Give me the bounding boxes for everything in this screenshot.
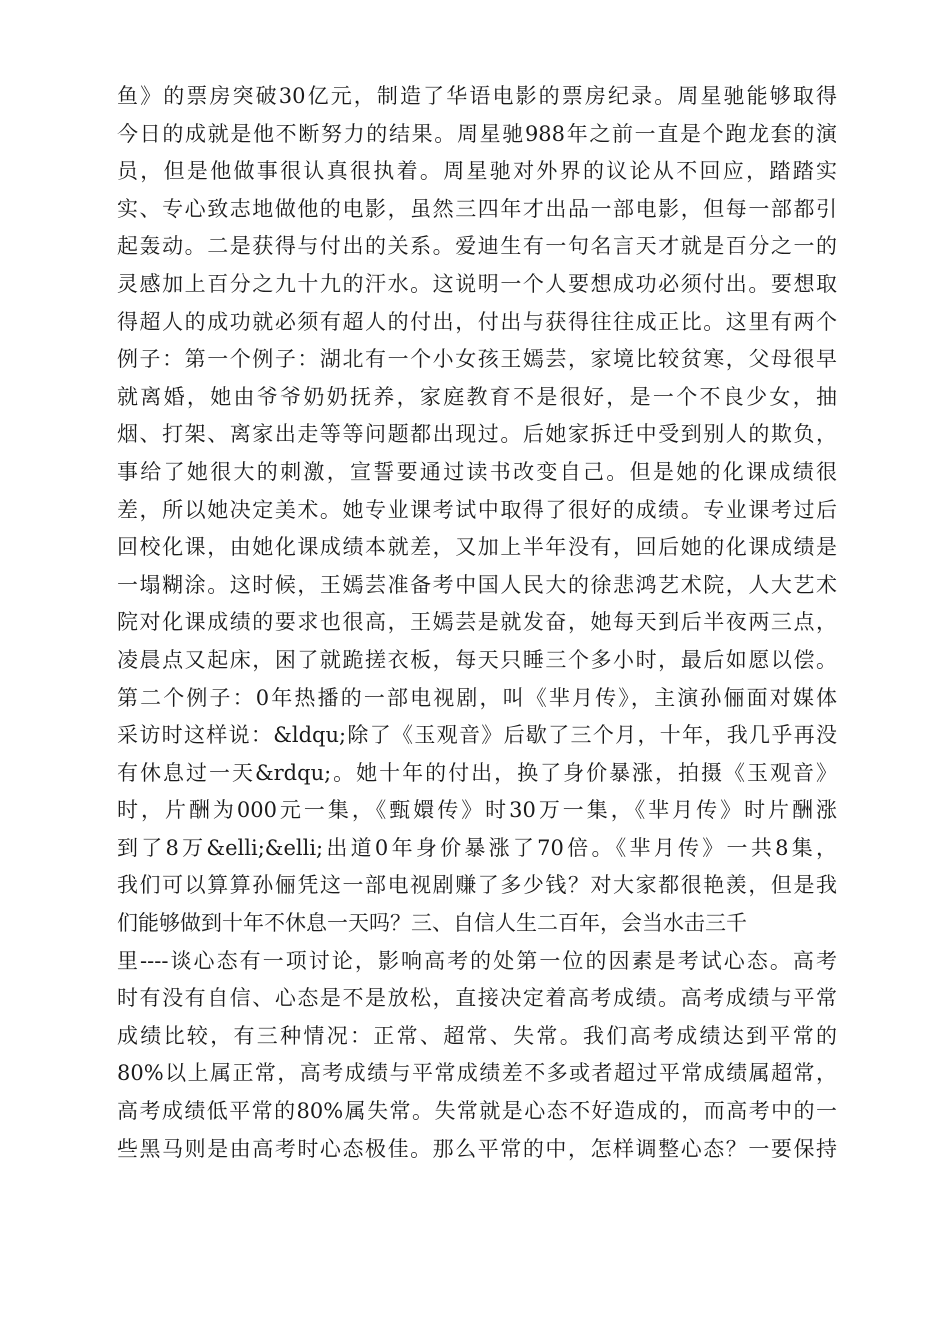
text-line: 80%以上属正常，高考成绩与平常成绩差不多或者超过平常成绩属超常，: [117, 1061, 837, 1086]
text-line: 到了8万&elli;&elli;出道0年身价暴涨了70倍。《芈月传》一共8集，: [117, 835, 837, 860]
text-line: 差，所以她决定美术。她专业课考试中取得了很好的成绩。专业课考过后: [117, 497, 837, 522]
text-line: 员，但是他做事很认真很执着。周星驰对外界的议论从不回应，踏踏实: [117, 159, 837, 184]
text-line: 一塌糊涂。这时候，王嫣芸准备考中国人民大的徐悲鸿艺术院，人大艺术: [117, 572, 837, 597]
text-line: 得超人的成功就必须有超人的付出，付出与获得往往成正比。这里有两个: [117, 309, 837, 334]
text-line: 里----谈心态有一项讨论，影响高考的处第一位的因素是考试心态。高考: [117, 948, 837, 973]
text-line: 今日的成就是他不断努力的结果。周星驰988年之前一直是个跑龙套的演: [117, 121, 837, 146]
text-line: 有休息过一天&rdqu;。她十年的付出，换了身价暴涨，拍摄《玉观音》: [117, 760, 837, 785]
text-line: 鱼》的票房突破30亿元，制造了华语电影的票房纪录。周星驰能够取得: [117, 84, 837, 108]
text-line: 烟、打架、离家出走等等问题都出现过。后她家拆迁中受到别人的欺负，: [117, 422, 837, 447]
text-line: 起轰动。二是获得与付出的关系。爱迪生有一句名言天才就是百分之一的: [117, 234, 837, 259]
text-line: 时有没有自信、心态是不是放松，直接决定着高考成绩。高考成绩与平常: [117, 986, 837, 1011]
text-line: 成绩比较，有三种情况：正常、超常、失常。我们高考成绩达到平常的: [117, 1023, 837, 1048]
text-line: 回校化课，由她化课成绩本就差，又加上半年没有，回后她的化课成绩是: [117, 535, 837, 560]
text-line: 们能够做到十年不休息一天吗？三、自信人生二百年，会当水击三千: [117, 911, 747, 936]
text-line: 采访时这样说：&ldqu;除了《玉观音》后歇了三个月，十年，我几乎再没: [117, 723, 837, 748]
text-line: 凌晨点又起床，困了就跪搓衣板，每天只睡三个多小时，最后如愿以偿。: [117, 647, 837, 672]
text-line: 我们可以算算孙俪凭这一部电视剧赚了多少钱？对大家都很艳羡，但是我: [117, 873, 837, 898]
text-line: 就离婚，她由爷爷奶奶抚养，家庭教育不是很好，是一个不良少女，抽: [117, 384, 837, 409]
text-line: 高考成绩低平常的80%属失常。失常就是心态不好造成的，而高考中的一: [117, 1099, 837, 1124]
text-line: 灵感加上百分之九十九的汗水。这说明一个人要想成功必须付出。要想取: [117, 271, 837, 296]
text-line: 事给了她很大的刺激，宣誓要通过读书改变自己。但是她的化课成绩很: [117, 459, 837, 484]
text-line: 例子：第一个例子：湖北有一个小女孩王嫣芸，家境比较贫寒，父母很早: [117, 347, 837, 372]
text-line: 些黑马则是由高考时心态极佳。那么平常的中，怎样调整心态？一要保持: [117, 1136, 837, 1161]
text-line: 实、专心致志地做他的电影，虽然三四年才出品一部电影，但每一部都引: [117, 196, 837, 221]
text-line: 第二个例子：0年热播的一部电视剧，叫《芈月传》，主演孙俪面对媒体: [117, 685, 837, 710]
text-line: 时，片酬为000元一集，《甄嬛传》时30万一集，《芈月传》时片酬涨: [117, 798, 837, 823]
body-text: [117, 78, 837, 1168]
text-line: 院对化课成绩的要求也很高，王嫣芸是就发奋，她每天到后半夜两三点，: [117, 610, 837, 635]
